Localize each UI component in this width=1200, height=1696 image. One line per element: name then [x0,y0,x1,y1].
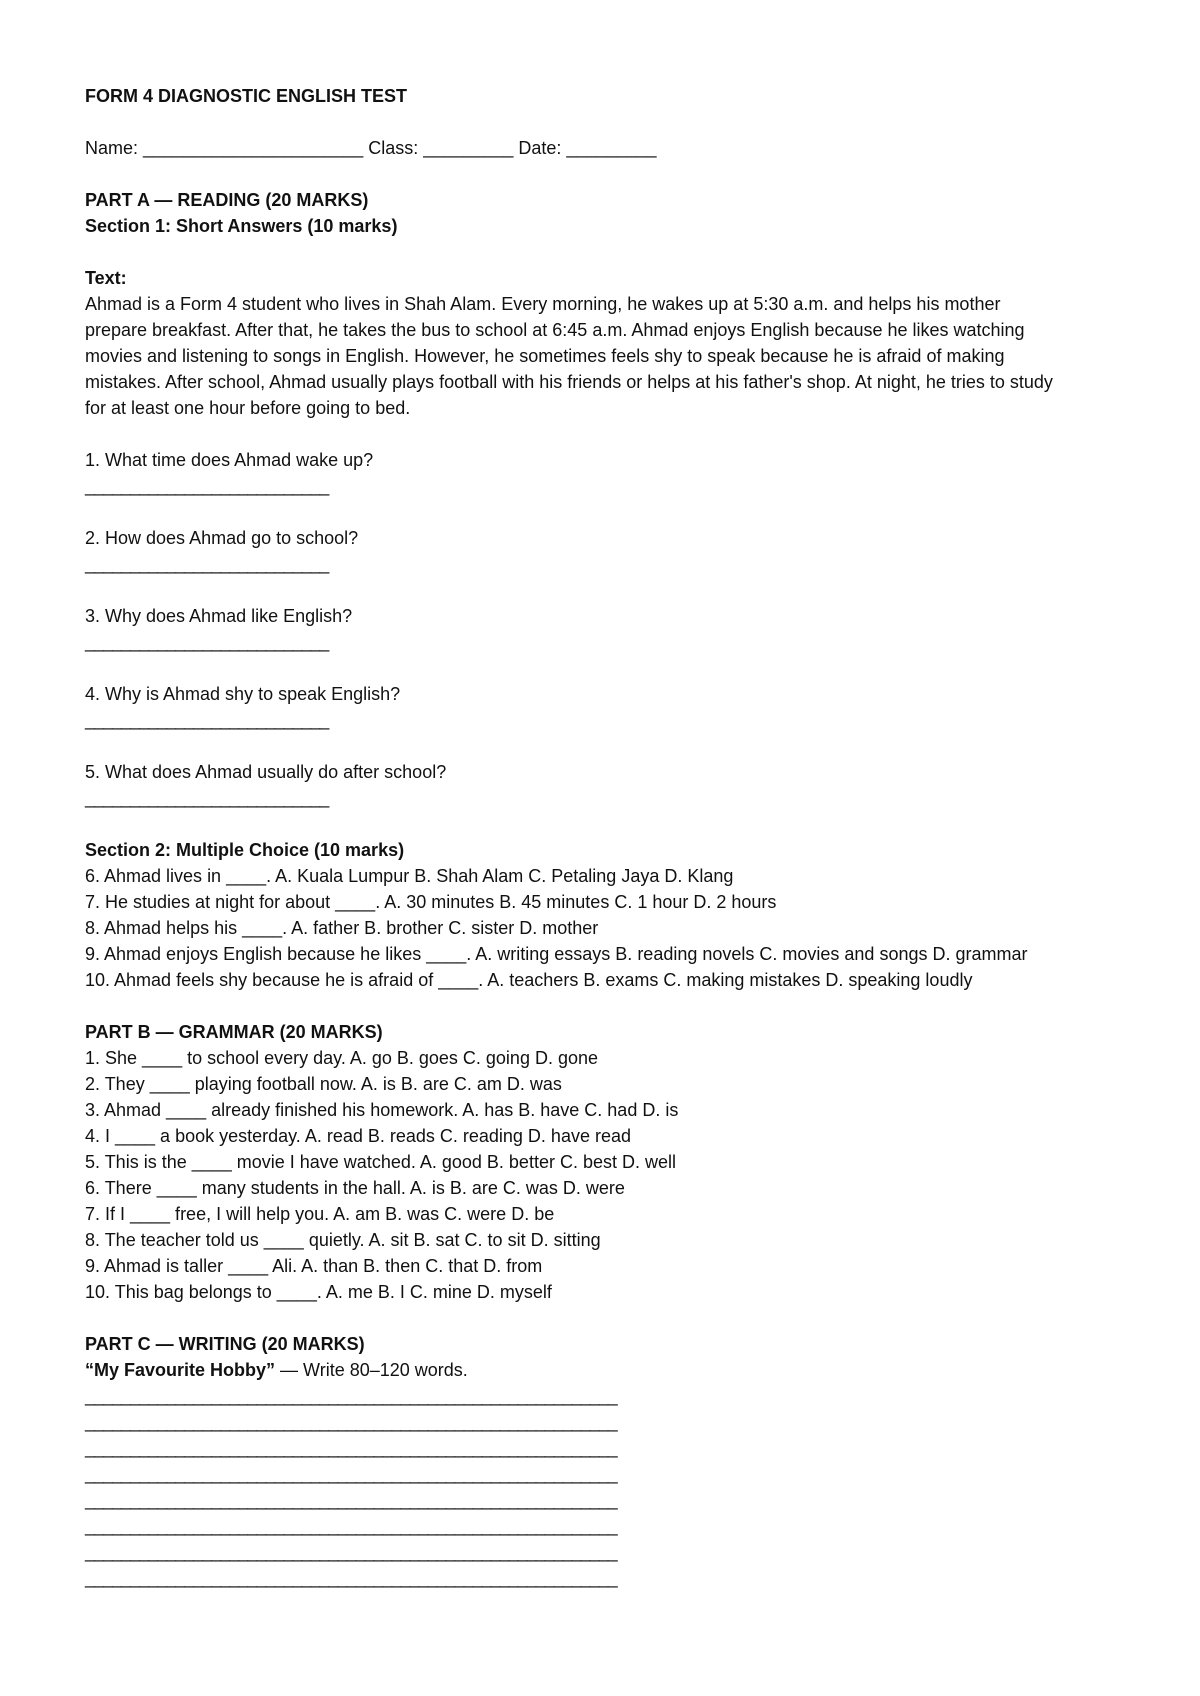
mcq-item: 8. Ahmad helps his ____. A. father B. brother C. sister D. mother [85,918,599,938]
writing-line[interactable]: ___________________________________________________________ [85,1568,617,1588]
passage-line: mistakes. After school, Ahmad usually plays football with his friends or helps at his father's shop. At night, he tries to study [85,372,1053,392]
writing-line[interactable]: ___________________________________________________________ [85,1516,617,1536]
passage-line: Ahmad is a Form 4 student who lives in Shah Alam. Every morning, he wakes up at 5:30 a.m. and helps his mother [85,294,1001,314]
answer-line-2[interactable]: ___________________________ [85,554,329,574]
part-c-heading: PART C — WRITING (20 MARKS) [85,1334,365,1354]
grammar-item: 7. If I ____ free, I will help you. A. am B. was C. were D. be [85,1204,555,1224]
passage-line: for at least one hour before going to bed. [85,398,411,418]
page-title: FORM 4 DIAGNOSTIC ENGLISH TEST [85,86,408,106]
text-label: Text: [85,268,127,288]
grammar-item: 4. I ____ a book yesterday. A. read B. reads C. reading D. have read [85,1126,631,1146]
section1-heading: Section 1: Short Answers (10 marks) [85,216,398,236]
mcq-item: 10. Ahmad feels shy because he is afraid of ____. A. teachers B. exams C. making mistakes D. speaking loudly [85,970,973,990]
writing-line[interactable]: ___________________________________________________________ [85,1464,617,1484]
grammar-item: 3. Ahmad ____ already finished his homework. A. has B. have C. had D. is [85,1100,679,1120]
reading-passage [85,291,1145,421]
passage-line: movies and listening to songs in English. However, he sometimes feels shy to speak because he is afraid of making [85,346,1005,366]
part-b-heading: PART B — GRAMMAR (20 MARKS) [85,1022,383,1042]
writing-prompt [85,1357,1140,1383]
question-4: 4. Why is Ahmad shy to speak English? [85,684,401,704]
header-fields: Name: ______________________ Class: _________ Date: _________ [85,138,657,158]
grammar-item: 1. She ____ to school every day. A. go B. goes C. going D. gone [85,1048,598,1068]
question-2: 2. How does Ahmad go to school? [85,528,359,548]
mcq-item: 6. Ahmad lives in ____. A. Kuala Lumpur B. Shah Alam C. Petaling Jaya D. Klang [85,866,734,886]
writing-line[interactable]: ___________________________________________________________ [85,1386,617,1406]
question-1: 1. What time does Ahmad wake up? [85,450,374,470]
writing-prompt-title: “My Favourite Hobby” [85,1360,276,1380]
question-5: 5. What does Ahmad usually do after school? [85,762,447,782]
writing-prompt-instruction: — Write 80–120 words. [275,1360,468,1380]
passage-line: prepare breakfast. After that, he takes the bus to school at 6:45 a.m. Ahmad enjoys English because he likes watching [85,320,1025,340]
answer-line-1[interactable]: ___________________________ [85,476,329,496]
grammar-item: 6. There ____ many students in the hall. A. is B. are C. was D. were [85,1178,625,1198]
mcq-item: 9. Ahmad enjoys English because he likes ____. A. writing essays B. reading novels C. movies and songs D. grammar [85,944,1028,964]
mcq-item: 7. He studies at night for about ____. A. 30 minutes B. 45 minutes C. 1 hour D. 2 hours [85,892,777,912]
writing-line[interactable]: ___________________________________________________________ [85,1438,617,1458]
grammar-item: 5. This is the ____ movie I have watched. A. good B. better C. best D. well [85,1152,676,1172]
grammar-item: 10. This bag belongs to ____. A. me B. I C. mine D. myself [85,1282,552,1302]
answer-line-3[interactable]: ___________________________ [85,632,329,652]
section2-heading: Section 2: Multiple Choice (10 marks) [85,840,405,860]
grammar-item: 9. Ahmad is taller ____ Ali. A. than B. then C. that D. from [85,1256,543,1276]
question-3: 3. Why does Ahmad like English? [85,606,353,626]
writing-line[interactable]: ___________________________________________________________ [85,1490,617,1510]
answer-line-5[interactable]: ___________________________ [85,788,329,808]
writing-line[interactable]: ___________________________________________________________ [85,1542,617,1562]
answer-line-4[interactable]: ___________________________ [85,710,329,730]
grammar-item: 2. They ____ playing football now. A. is B. are C. am D. was [85,1074,562,1094]
grammar-item: 8. The teacher told us ____ quietly. A. sit B. sat C. to sit D. sitting [85,1230,601,1250]
part-a-heading: PART A — READING (20 MARKS) [85,190,369,210]
writing-line[interactable]: ___________________________________________________________ [85,1412,617,1432]
